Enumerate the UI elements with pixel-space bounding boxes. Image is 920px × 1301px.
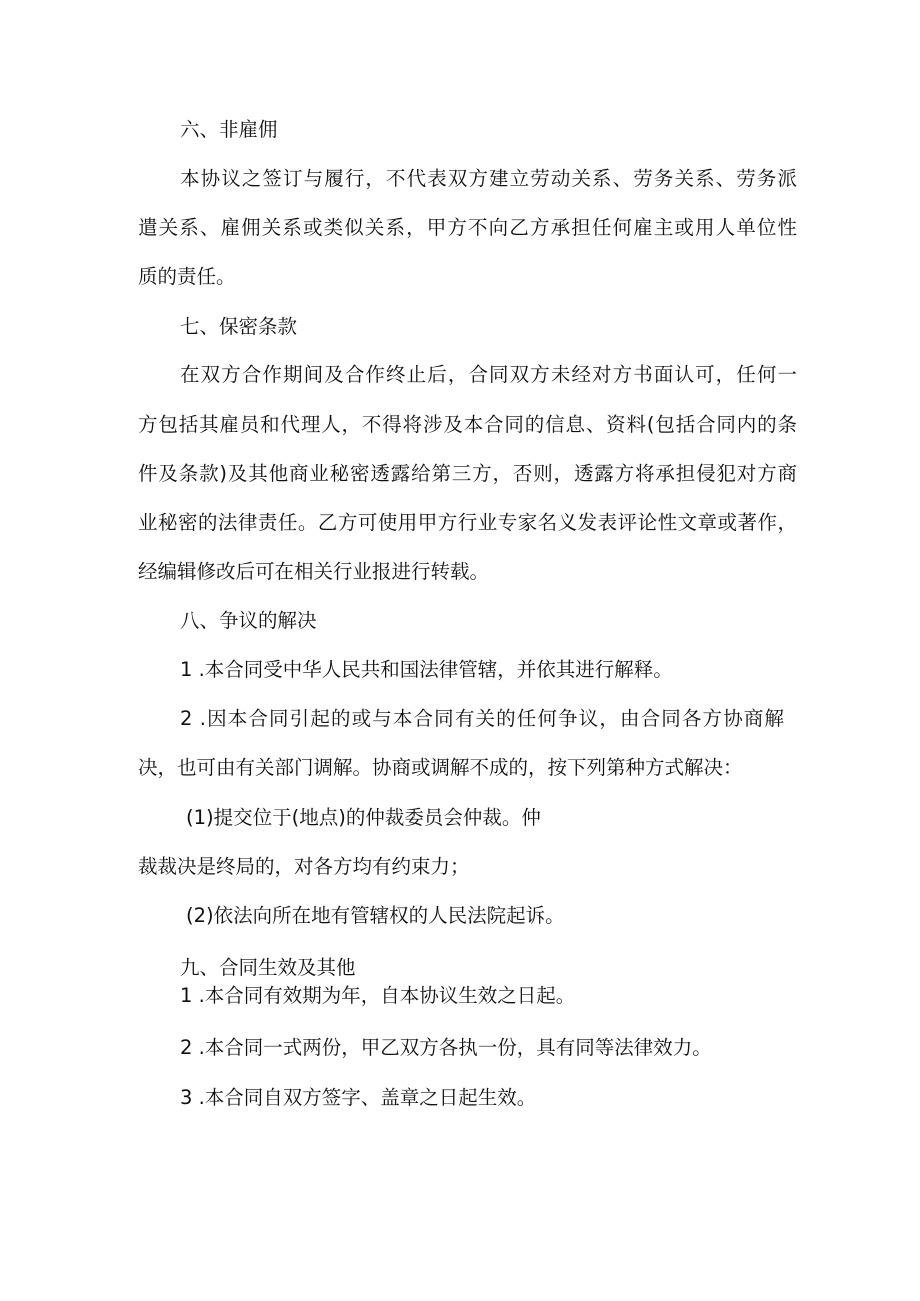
paragraph-line: 方包括其雇员和代理人，不得将涉及本合同的信息、资料(包括合同内的条 xyxy=(138,413,797,436)
list-item: 1 .本合同受中华人民共和国法律管辖，并依其进行解释。 xyxy=(180,658,673,681)
paragraph-line: 业秘密的法律责任。乙方可使用甲方行业专家名义发表评论性文章或著作， xyxy=(138,511,797,534)
paragraph-line: 经编辑修改后可在相关行业报进行转载。 xyxy=(138,560,490,583)
option-item: (1)提交位于(地点)的仲裁委员会仲裁。仲 xyxy=(186,806,541,829)
list-item: 2 .本合同一式两份，甲乙双方各执一份，具有同等法律效力。 xyxy=(180,1036,712,1059)
list-item: 2 .因本合同引起的或与本合同有关的任何争议，由合同各方协商解 xyxy=(180,707,784,730)
section-heading-confidentiality: 七、保密条款 xyxy=(180,315,298,338)
paragraph-line: 质的责任。 xyxy=(138,265,236,288)
paragraph-line: 在双方合作期间及合作终止后，合同双方未经对方书面认可，任何一 xyxy=(180,363,797,386)
list-item: 1 .本合同有效期为年，自本协议生效之日起。 xyxy=(180,984,576,1007)
option-item: (2)依法向所在地有管辖权的人民法院起诉。 xyxy=(186,904,565,927)
paragraph-line: 本协议之签订与履行，不代表双方建立劳动关系、劳务关系、劳务派 xyxy=(180,167,797,190)
section-heading-effectiveness: 九、合同生效及其他 xyxy=(180,956,356,979)
section-heading-non-employment: 六、非雇佣 xyxy=(180,118,278,141)
option-item-continuation: 裁裁决是终局的，对各方均有约束力； xyxy=(138,855,470,878)
list-item-continuation: 决，也可由有关部门调解。协商或调解不成的，按下列第种方式解决： xyxy=(138,756,743,779)
section-heading-dispute-resolution: 八、争议的解决 xyxy=(180,609,317,632)
list-item: 3 .本合同自双方签字、盖章之日起生效。 xyxy=(180,1086,537,1109)
paragraph-line: 件及条款)及其他商业秘密透露给第三方，否则，透露方将承担侵犯对方商 xyxy=(138,462,797,485)
paragraph-line: 遣关系、雇佣关系或类似关系，甲方不向乙方承担任何雇主或用人单位性 xyxy=(138,216,797,239)
